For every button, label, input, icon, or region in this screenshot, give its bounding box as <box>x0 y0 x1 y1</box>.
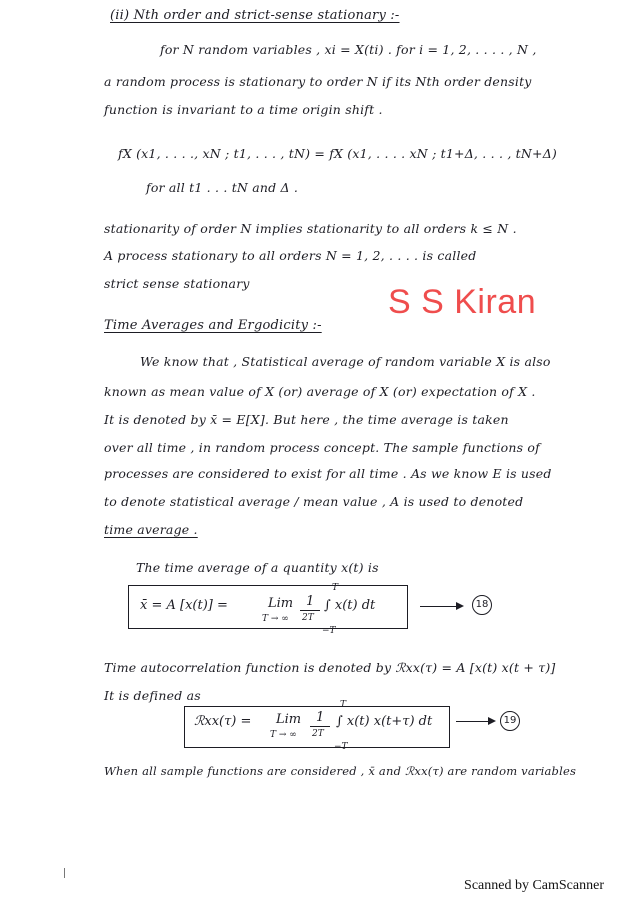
text-line: for all t1 . . . tN and Δ . <box>146 180 299 195</box>
watermark: S S Kiran <box>388 283 537 321</box>
arrow-icon <box>456 721 494 722</box>
section-heading-time-averages: Time Averages and Ergodicity :- <box>104 318 322 333</box>
eq19-lim: Lim <box>276 712 302 727</box>
text-line: When all sample functions are considered , x̄ and ℛxx(τ) are random variables <box>104 764 577 778</box>
eq19-lhs: ℛxx(τ) = <box>194 714 252 729</box>
text-line: Time autocorrelation function is denoted by ℛxx(τ) = A [x(t) x(t + τ)] <box>104 660 556 675</box>
eq19-frac-den: 2T <box>312 729 324 739</box>
equation-number-19: 19 <box>500 711 520 731</box>
text-line: It is defined as <box>104 688 201 703</box>
text-line: time average . <box>104 522 198 537</box>
eq18-frac-num: 1 <box>306 594 315 609</box>
eq19-frac-num: 1 <box>316 710 325 725</box>
text-line: function is invariant to a time origin shift . <box>104 102 383 117</box>
text-line: strict sense stationary <box>104 276 250 291</box>
eq18-lim: Lim <box>268 596 294 611</box>
eq18-lim-subscript: T → ∞ <box>262 614 289 624</box>
eq18-integrand: ∫ x(t) dt <box>324 598 376 613</box>
text-line: known as mean value of X (or) average of X (or) expectation of X . <box>104 384 536 399</box>
eq18-lhs: x̄ = A [x(t)] = <box>140 598 228 613</box>
text-line: to denote statistical average / mean value , A is used to denoted <box>104 494 524 509</box>
text-line: stationarity of order N implies stationarity to all orders k ≤ N . <box>104 221 517 236</box>
eq19-upper-limit: T <box>340 700 347 710</box>
eq19-integrand: ∫ x(t) x(t+τ) dt <box>336 714 433 729</box>
eq18-frac-den: 2T <box>302 613 314 623</box>
text-line: processes are considered to exist for all time . As we know E is used <box>104 466 552 481</box>
eq18-upper-limit: T <box>332 583 339 593</box>
text-line: We know that , Statistical average of random variable X is also <box>140 354 551 369</box>
text-line: over all time , in random process concept. The sample functions of <box>104 440 540 455</box>
scan-mark <box>64 868 65 878</box>
eq19-lim-subscript: T → ∞ <box>270 730 297 740</box>
text-line: The time average of a quantity x(t) is <box>136 560 379 575</box>
eq19-frac-bar <box>310 726 330 727</box>
eq19-lower-limit: −T <box>334 742 348 752</box>
arrow-icon <box>420 606 462 607</box>
scanner-footer: Scanned by CamScanner <box>464 878 604 893</box>
text-line: A process stationary to all orders N = 1, 2, . . . . is called <box>104 248 477 263</box>
text-line: for N random variables , xi = X(ti) . for i = 1, 2, . . . . , N , <box>160 42 537 57</box>
equation-number-18: 18 <box>472 595 492 615</box>
density-equation: fX (x1, . . . ., xN ; t1, . . . , tN) = fX (x1, . . . . xN ; t1+Δ, . . . , tN+Δ) <box>118 146 558 161</box>
eq18-lower-limit: −T <box>322 626 336 636</box>
section-heading-nth-order: (ii) Nth order and strict-sense stationary :- <box>110 8 400 23</box>
text-line: a random process is stationary to order N if its Nth order density <box>104 74 532 89</box>
text-line: It is denoted by x̄ = E[X]. But here , the time average is taken <box>104 412 509 427</box>
eq18-frac-bar <box>300 610 320 611</box>
